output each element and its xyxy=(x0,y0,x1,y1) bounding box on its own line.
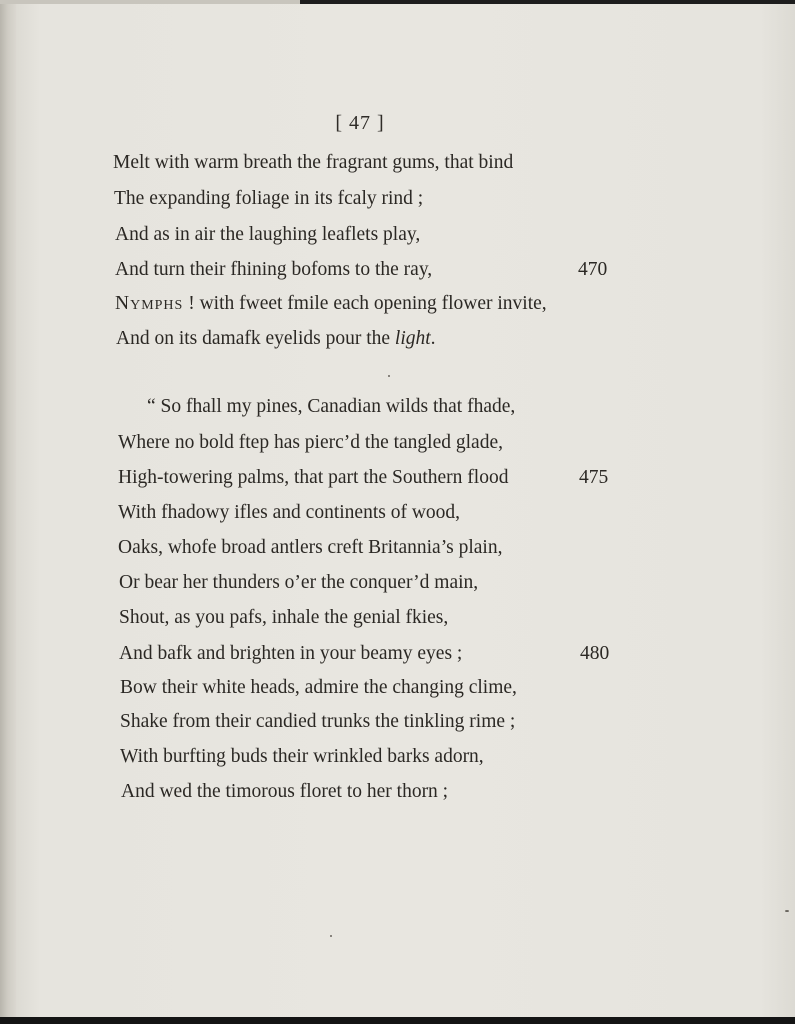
verse-line xyxy=(119,607,448,637)
line-number: 480 xyxy=(580,643,610,664)
verse-line xyxy=(115,224,420,254)
verse-line xyxy=(118,467,508,497)
verse-line xyxy=(120,746,484,776)
paper-speck xyxy=(330,935,332,937)
verse-text: Where no bold ftep has pierc’d the tangled glade, xyxy=(118,432,503,453)
verse-line xyxy=(119,572,478,602)
verse-text: Shout, as you pafs, inhale the genial fkies, xyxy=(119,607,449,628)
page-gutter xyxy=(0,0,16,1017)
page-top-edge xyxy=(0,0,795,4)
show-through-text xyxy=(585,150,785,850)
verse-text: Melt with warm breath the fragrant gums, that bind xyxy=(113,152,514,173)
page-number: [ 47 ] xyxy=(335,112,385,134)
verse-text: The expanding foliage in its fcaly rind ; xyxy=(114,188,424,209)
verse-punctuation: . xyxy=(430,328,436,349)
verse-text: High-towering palms, that part the Southern flood xyxy=(118,467,509,488)
verse-text: Bow their white heads, admire the changing clime, xyxy=(120,677,517,698)
verse-line xyxy=(121,781,448,811)
verse-line xyxy=(120,677,517,707)
verse-line xyxy=(120,711,515,741)
line-number: 470 xyxy=(578,259,608,280)
paper-speck xyxy=(785,910,789,912)
verse-text: And as in air the laughing leaflets play, xyxy=(115,224,421,245)
verse-text: With burfting buds their wrinkled barks adorn, xyxy=(120,746,484,767)
verse-text: Shake from their candied trunks the tinkling rime ; xyxy=(120,711,516,732)
verse-line xyxy=(118,502,460,532)
verse-line xyxy=(116,328,436,358)
page-bottom-edge xyxy=(0,1017,795,1024)
speaker-name: Nymphs xyxy=(115,293,184,314)
verse-text: And turn their fhining bofoms to the ray, xyxy=(115,259,433,280)
verse-text: And bafk and brighten in your beamy eyes ; xyxy=(119,643,463,664)
verse-text: “ So fhall my pines, Canadian wilds that fhade, xyxy=(147,396,516,417)
verse-line xyxy=(115,293,547,323)
verse-text: And on its damafk eyelids pour the xyxy=(116,328,395,349)
paper-speck xyxy=(388,375,390,377)
verse-text: And wed the timorous floret to her thorn ; xyxy=(121,781,449,802)
verse-text: Or bear her thunders o’er the conquer’d main, xyxy=(119,572,479,593)
verse-line xyxy=(147,396,515,426)
verse-line xyxy=(118,432,503,462)
verse-line xyxy=(113,152,513,182)
verse-line xyxy=(114,188,423,218)
verse-text: With fhadowy ifles and continents of wood, xyxy=(118,502,461,523)
line-number: 475 xyxy=(579,467,609,488)
verse-line xyxy=(118,537,502,567)
verse-line xyxy=(119,643,462,673)
italic-word: light xyxy=(394,328,431,349)
verse-line xyxy=(115,259,432,289)
verse-text: Oaks, whofe broad antlers creft Britannia’s plain, xyxy=(118,537,503,558)
verse-text: ! with fweet fmile each opening flower invite, xyxy=(183,293,547,314)
